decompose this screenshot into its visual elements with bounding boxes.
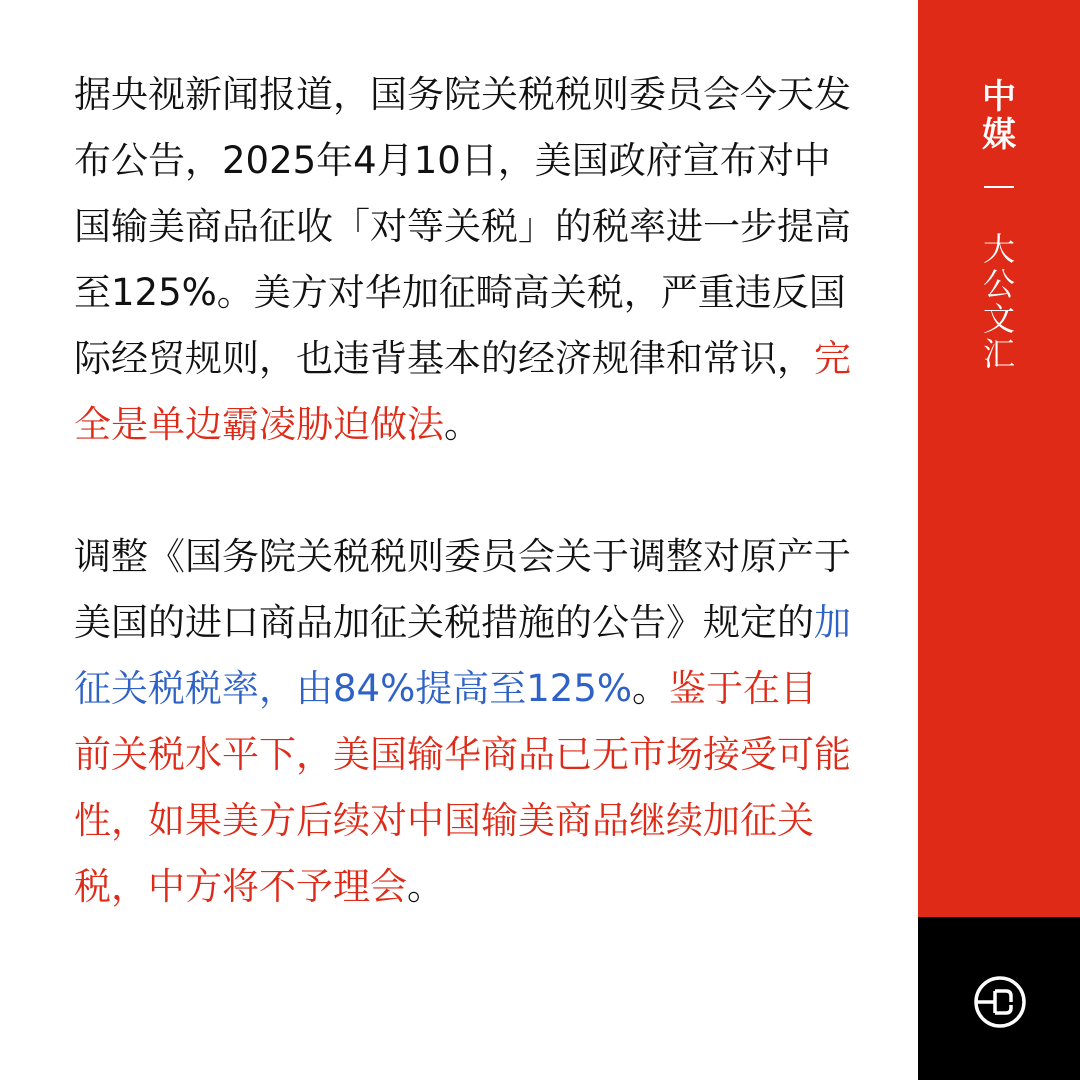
article-body bbox=[74, 62, 854, 920]
outlet-char: 文 bbox=[982, 300, 1015, 338]
outlet-char: 大 bbox=[982, 230, 1015, 268]
article-paragraph-2 bbox=[74, 524, 854, 920]
brand-char: 中 bbox=[982, 77, 1016, 117]
paragraph-1-text: 据央视新闻报道，国务院关税税则委员会今天发布公告，2025年4月10日，美国政府宣布对中国输美商品征收「对等关税」的税率进一步提高至125%。美方对华加征畸高关税，严重违反国际经贸规则，也违背基本的经济规律和常识， bbox=[74, 73, 851, 380]
paragraph-2-mid: 。 bbox=[632, 667, 670, 710]
article-paragraph-1 bbox=[74, 62, 854, 458]
outlet-char: 公 bbox=[982, 265, 1015, 303]
circle-logo-icon bbox=[973, 975, 1027, 1029]
paragraph-1-end: 。 bbox=[444, 403, 481, 446]
sidebar-outlet bbox=[918, 232, 1080, 372]
footer-block bbox=[918, 917, 1080, 1080]
sidebar-separator bbox=[984, 186, 1014, 188]
paragraph-2-highlight-red: 鉴于在目前关税水平下，美国输华商品已无市场接受可能性，如果美方后续对中国输美商品继续加征关税，中方将不予理会 bbox=[74, 667, 851, 908]
sidebar-brand bbox=[918, 78, 1080, 154]
brand-char: 媒 bbox=[982, 115, 1016, 155]
paragraph-2-end: 。 bbox=[407, 865, 444, 908]
sidebar bbox=[918, 0, 1080, 917]
paragraph-1-highlight: 完全是单边霸凌胁迫做法 bbox=[74, 337, 851, 446]
paragraph-2-highlight-blue: 加征关税税率，由84%提高至125% bbox=[74, 601, 851, 710]
paragraph-2-text: 调整《国务院关税税则委员会关于调整对原产于美国的进口商品加征关税措施的公告》规定的 bbox=[74, 535, 851, 644]
outlet-char: 汇 bbox=[982, 335, 1015, 373]
